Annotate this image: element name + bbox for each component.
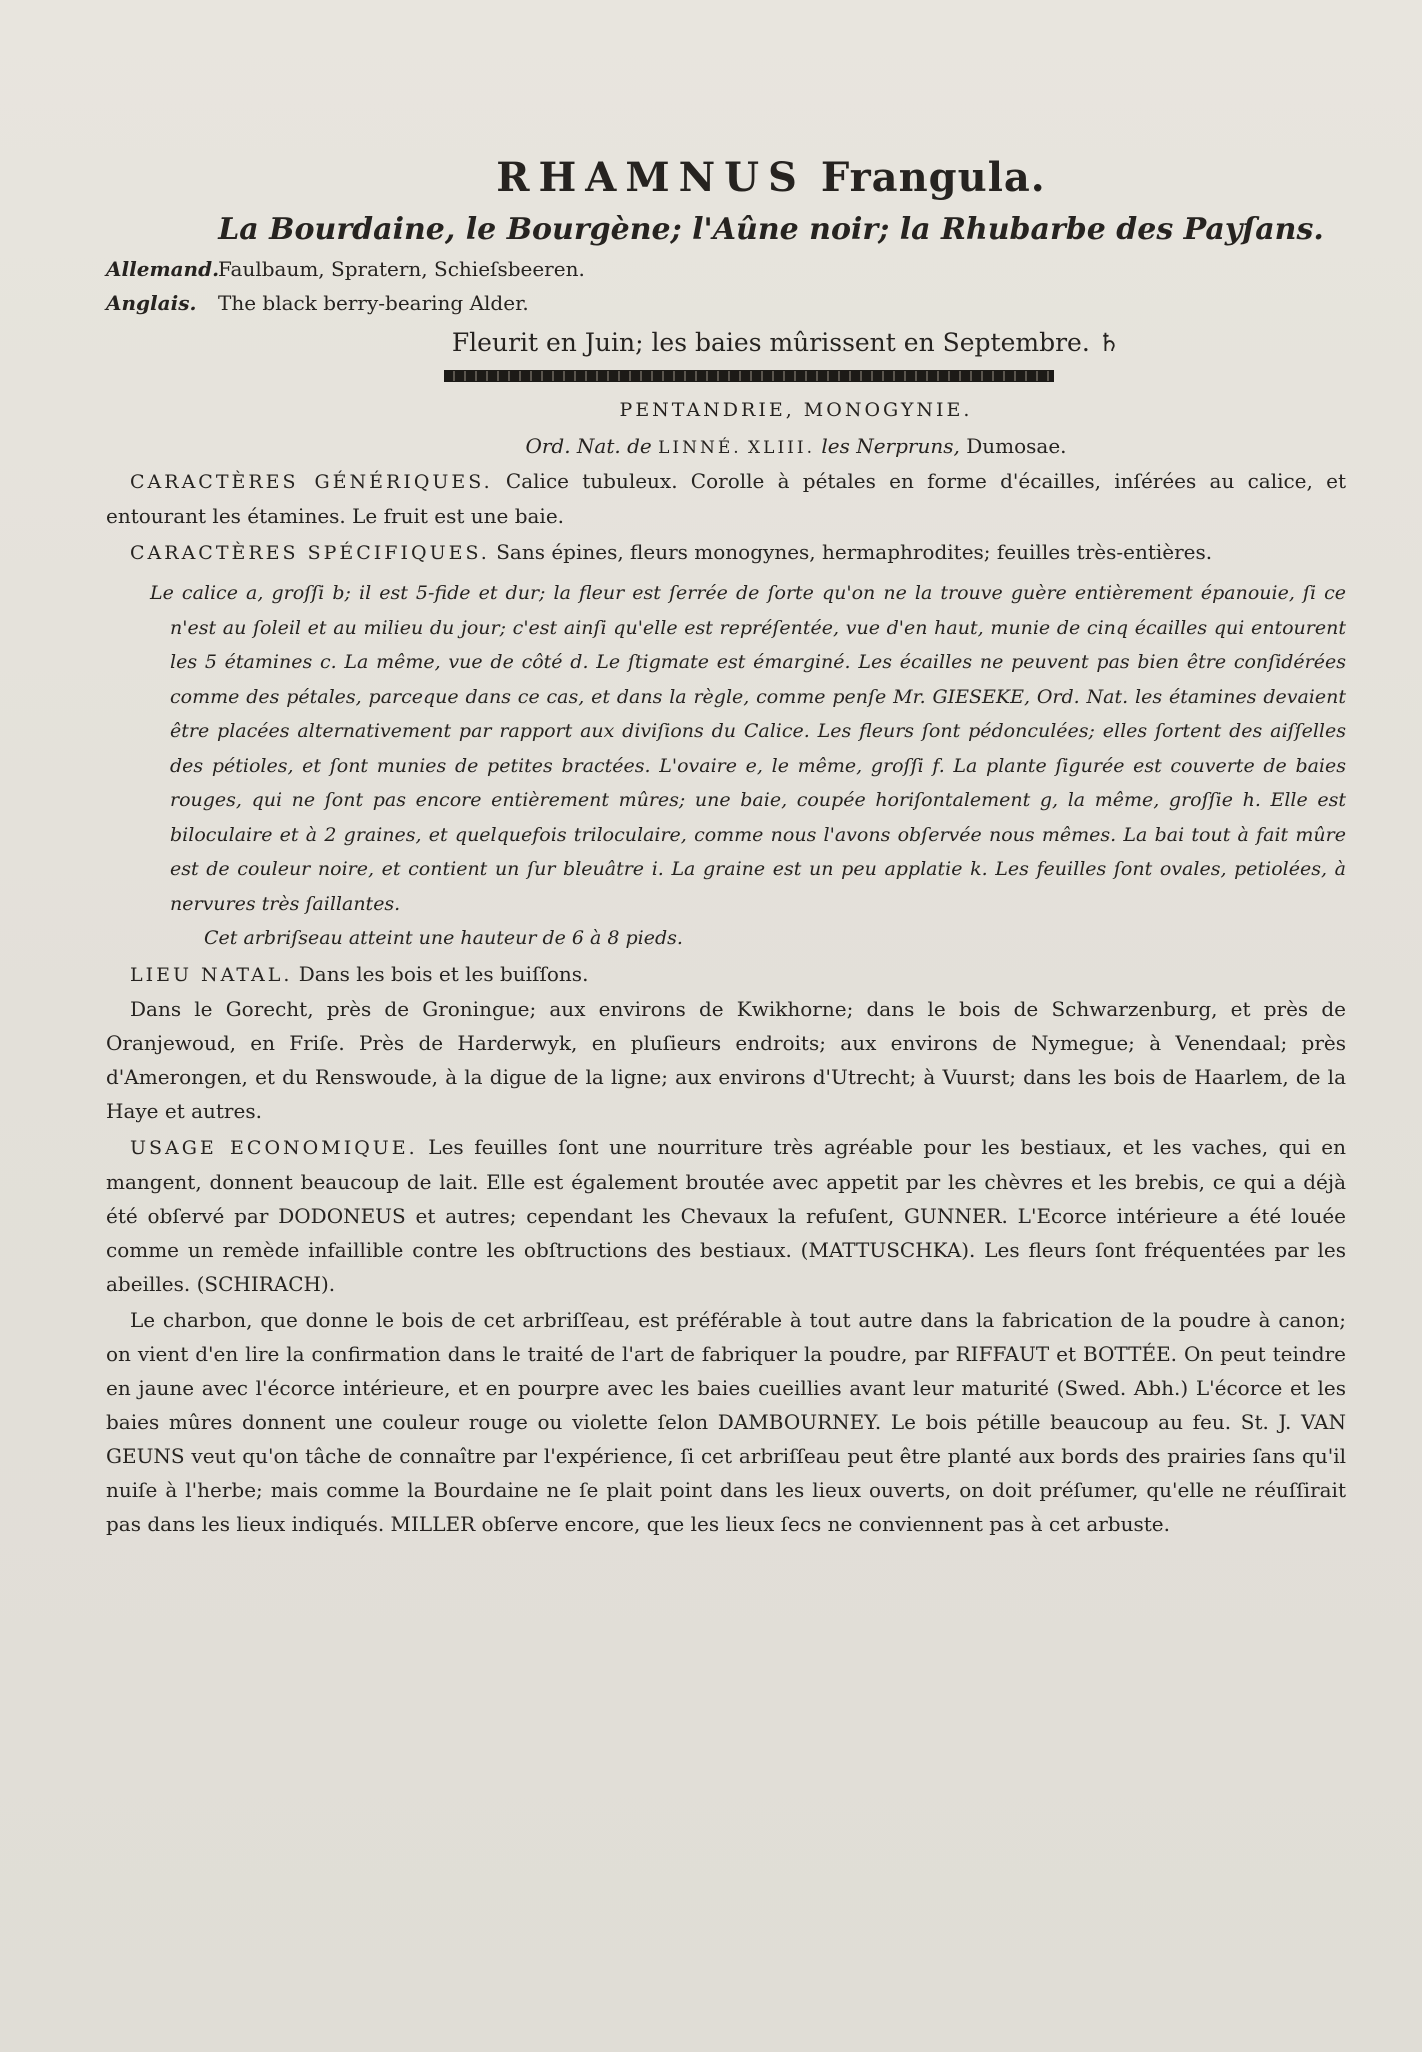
ornamental-divider: [444, 370, 1054, 382]
genus-name: RHAMNUS: [496, 154, 806, 201]
vernacular-german: [106, 252, 1346, 286]
section-heading: CARACTÈRES GÉNÉRIQUES.: [130, 471, 493, 493]
plant-height: Cet arbriſseau atteint une hauteur de 6 à 8 pieds.: [204, 927, 683, 949]
language-label: Allemand.: [106, 257, 220, 281]
specific-characters: [106, 535, 1346, 570]
habitat-places: Dans le Gorecht, près de Groningue; aux environs de Kwikhorne; dans le bois de Schwarzenburg, et près de Oranjewoud, en Friſe. Près de Harderwyk, en pluſieurs endroits; aux environs de Nymegue; à Venendaal; près d'Amerongen, et du Renswoude, à la digue de la ligne; aux environs d'Utrecht; à Vuurst; dans les bois de Haarlem, de la Haye et autres.: [106, 997, 1346, 1123]
flowering-period: Fleurit en Juin; les baies mûrissent en Septembre. ♄: [451, 328, 1121, 357]
vernacular-names: Faulbaum, Spratern, Schieſsbeeren.: [218, 257, 585, 281]
ordnat-numeral: XLIII.: [748, 438, 815, 458]
species-name: Frangula.: [820, 154, 1046, 201]
section-heading: USAGE ECONOMIQUE.: [130, 1137, 418, 1159]
page-title: [196, 150, 1346, 206]
section-heading: CARACTÈRES SPÉCIFIQUES.: [130, 542, 490, 564]
economic-usage: [106, 1130, 1346, 1301]
classification: PENTANDRIE, MONOGYNIE.: [619, 399, 973, 421]
vernacular-english: [106, 286, 1346, 320]
language-label: Anglais.: [106, 291, 197, 315]
habitat: [106, 957, 1346, 992]
ordnat-name: les Nerpruns,: [821, 434, 960, 458]
botanical-description: Le calice a, groſſi b; il est 5-fide et dur; la fleur est ſerrée de ſorte qu'on ne la trouve guère entièrement épanouie, ſi ce n'est au ſoleil et au milieu du jour; c'est ainſi qu'elle est repréſentée, vue d'en haut, munie de cinq écailles qui entourent les 5 étamines c. La même, vue de côté d. Le ſtigmate est émarginé. Les écailles ne peuvent pas bien être conſidérées comme des pétales, parceque dans ce cas, et dans la règle, comme penſe Mr. GIESEKE, Ord. Nat. les étamines devaient être placées alternativement par rapport aux diviſions du Calice. Les fleurs ſont pédonculées; elles ſortent des aiſſelles des pétioles, et ſont munies de petites bractées. L'ovaire e, le même, groſſi f. La plante ſigurée est couverte de baies rouges, qui ne ſont pas encore entièrement mûres; une baie, coupée horiſontalement g, la même, groſſie h. Elle est biloculaire et à 2 graines, et quelquefois triloculaire, comme nous l'avons obſervée nous mêmes. La bai tout à fait mûre est de couleur noire, et contient un ſur bleuâtre i. La graine est un peu applatie k. Les feuilles ſont ovales, petiolées, à nervures très ſaillantes.: [150, 582, 1346, 915]
section-text: Dans les bois et les buiſſons.: [298, 962, 589, 986]
generic-characters: [106, 464, 1346, 533]
section-text: Sans épines, fleurs monogynes, hermaphrodites; feuilles très-entières.: [496, 540, 1213, 564]
ordnat-author: LINNÉ.: [658, 438, 742, 458]
section-text: Les feuilles ſont une nourriture très agréable pour les bestiaux, et les vaches, qui en mangent, donnent beaucoup de lait. Elle est également broutée avec appetit par les chèvres et les brebis, ce qui a déjà été obſervé par DODONEUS et autres; cependant les Chevaux la refuſent, GUNNER. L'Ecorce intérieure a été louée comme un remède infaillible contre les obſtructions des bestiaux. (MATTUSCHKA). Les fleurs ſont fréquentées par les abeilles. (SCHIRACH).: [106, 1135, 1346, 1296]
ordnat-group: Dumosae.: [966, 434, 1067, 458]
document-body: [106, 150, 1346, 1541]
charcoal-paragraph: Le charbon, que donne le bois de cet arbriſſeau, est préférable à tout autre dans la fabrication de la poudre à canon; on vient d'en lire la confirmation dans le traité de l'art de fabriquer la poudre, par RIFFAUT et BOTTÉE. On peut teindre en jaune avec l'écorce intérieure, et en pourpre avec les baies cueillies avant leur maturité (Swed. Abh.) L'écorce et les baies mûres donnent une couleur rouge ou violette ſelon DAMBOURNEY. Le bois pétille beaucoup au feu. St. J. VAN GEUNS veut qu'on tâche de connaître par l'expérience, ſi cet arbriſſeau peut être planté aux bords des prairies ſans qu'il nuiſe à l'herbe; mais comme la Bourdaine ne ſe plait point dans les lieux ouverts, on doit préſumer, qu'elle ne réuſſirait pas dans les lieux indiqués. MILLER obſerve encore, que les lieux ſecs ne conviennent pas à cet arbuste.: [106, 1308, 1346, 1536]
ordnat-prefix: Ord. Nat. de: [525, 434, 652, 458]
section-heading: LIEU NATAL.: [130, 964, 293, 986]
natural-order: [246, 430, 1346, 464]
vernacular-names: The black berry-bearing Alder.: [218, 291, 529, 315]
common-names: La Bourdaine, le Bourgène; l'Aûne noir; la Rhubarbe des Payſans.: [218, 212, 1324, 247]
section-text: Calice tubuleux. Corolle à pétales en forme d'écailles, inſérées au calice, et entourant les étamines. Le fruit est une baie.: [106, 469, 1346, 528]
